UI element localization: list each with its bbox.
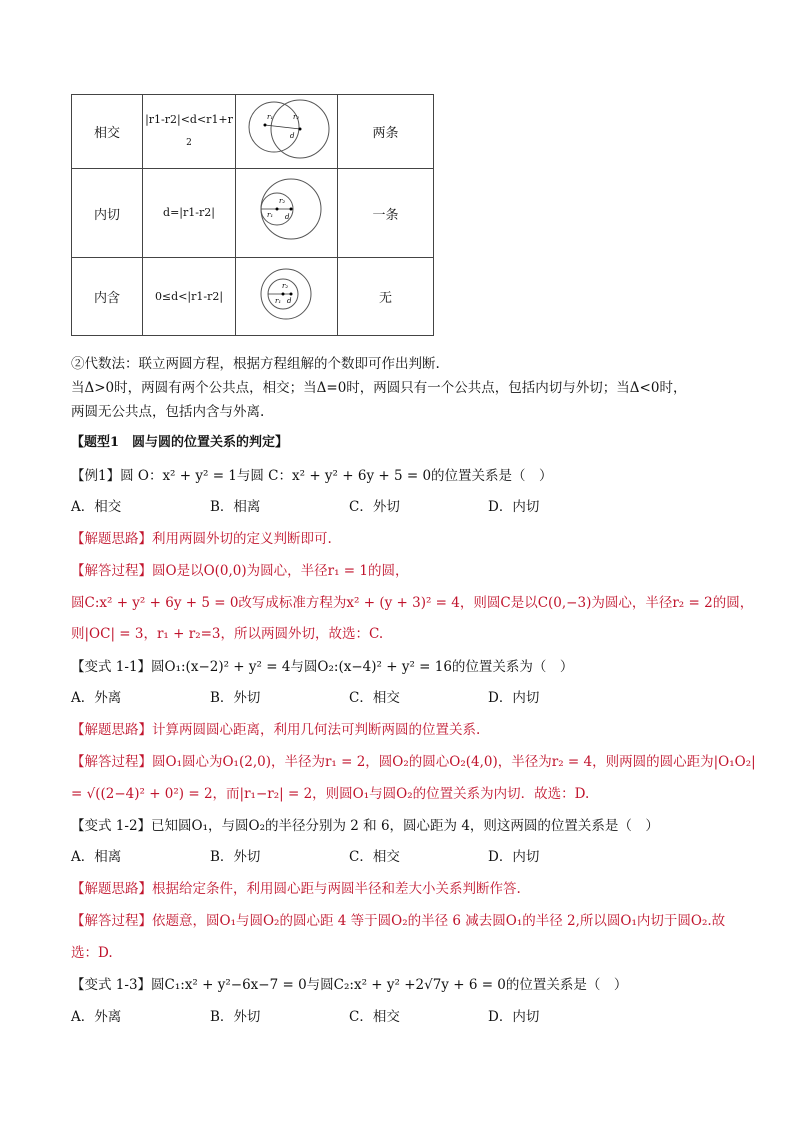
r2-label: r₂ <box>282 282 289 290</box>
option-a: A．相交 <box>71 499 122 515</box>
variant-1-1-options <box>71 686 627 706</box>
tangent-count-cell: 无 <box>338 258 434 336</box>
option-a: A．相离 <box>71 849 122 865</box>
diagram-cell <box>236 95 338 169</box>
r2-label: r₂ <box>279 197 286 205</box>
option-d: D．内切 <box>488 690 540 706</box>
option-c: C．相交 <box>349 1009 400 1025</box>
r2-label: r₂ <box>293 113 300 121</box>
variant-1-1-solution: 【解答过程】圆O₁圆心为O₁(2,0)，半径为r₁ = 2，圆O₂的圆心O₂(4,0)，半径为r₂ = 4，则两圆的圆心距为|O₁O₂| <box>71 754 756 770</box>
option-d: D．内切 <box>488 499 540 515</box>
option-a: A．外离 <box>71 690 122 706</box>
option-c: C．相交 <box>349 690 400 706</box>
variant-1-3-options <box>71 1005 627 1025</box>
option-d: D．内切 <box>488 849 540 865</box>
variant-1-2-solution: 【解答过程】依题意，圆O₁与圆O₂的圆心距 4 等于圆O₂的半径 6 减去圆O₁的半径 2,所以圆O₁内切于圆O₂.故 <box>71 913 726 929</box>
variant-1-1-solution-line2: = √((2−4)² + 0²) = 2，而|r₁−r₂| = 2，则圆O₁与圆O₂的位置关系为内切．故选：D. <box>71 786 590 802</box>
diagram-cell <box>236 258 338 336</box>
table-row <box>72 95 434 169</box>
option-d: D．内切 <box>488 1009 540 1025</box>
variant-1-1-idea: 【解题思路】计算两圆圆心距离，利用几何法可判断两圆的位置关系. <box>71 722 481 738</box>
condition-cell: 0≤d<|r1-r2| <box>143 258 236 336</box>
option-c: C．相交 <box>349 849 400 865</box>
variant-1-1-question: 【变式 1-1】圆O₁:(x−2)² + y² = 4与圆O₂:(x−4)² + y² = 16的位置关系为（ ） <box>71 659 574 675</box>
variant-1-2-idea: 【解题思路】根据给定条件，利用圆心距与两圆半径和差大小关系判断作答. <box>71 881 521 897</box>
section-heading: 【题型1 圆与圆的位置关系的判定】 <box>71 435 289 450</box>
contain-circles-diagram <box>237 258 336 331</box>
r1-label: r₁ <box>275 297 282 305</box>
example-1-solution: 【解答过程】圆O是以O(0,0)为圆心，半径r₁ = 1的圆， <box>71 563 409 579</box>
option-c: C．外切 <box>349 499 400 515</box>
tangent-count-cell: 一条 <box>338 169 434 258</box>
r1-label: r₁ <box>267 211 274 219</box>
variant-1-3-question: 【变式 1-3】圆C₁:x² + y²−6x−7 = 0与圆C₂:x² + y² +2√7y + 6 = 0的位置关系是（ ） <box>71 977 628 993</box>
r1-label: r₁ <box>267 113 274 121</box>
example-1-question: 【例1】圆 O：x² + y² = 1与圆 C：x² + y² + 6y + 5 = 0的位置关系是（ ） <box>71 468 553 484</box>
example-1-solution-line2: 圆C:x² + y² + 6y + 5 = 0改写成标准方程为x² + (y + 3)² = 4，则圆C是以C(0,−3)为圆心，半径r₂ = 2的圆， <box>71 595 754 611</box>
d-label: d <box>285 213 290 221</box>
variant-1-2-options <box>71 845 627 865</box>
internal-tangent-circles-diagram <box>237 169 336 253</box>
d-label: d <box>290 132 295 140</box>
option-a: A．外离 <box>71 1009 122 1025</box>
tangent-count-cell: 两条 <box>338 95 434 169</box>
option-b: B．外切 <box>210 1009 261 1025</box>
option-b: B．相离 <box>210 499 261 515</box>
example-1-idea: 【解题思路】利用两圆外切的定义判断即可. <box>71 531 332 547</box>
d-label: d <box>287 297 292 305</box>
option-b: B．外切 <box>210 849 261 865</box>
relation-cell: 内含 <box>72 258 143 336</box>
relation-cell: 内切 <box>72 169 143 258</box>
condition-cell: d=|r1-r2| <box>143 169 236 258</box>
relation-table <box>71 94 434 336</box>
variant-1-2-question: 【变式 1-2】已知圆O₁，与圆O₂的半径分别为 2 和 6，圆心距为 4，则这两圆的位置关系是（ ） <box>71 818 659 834</box>
discriminant-text: 当Δ>0时，两圆有两个公共点，相交；当Δ=0时，两圆只有一个公共点，包括内切与外切；当Δ<0时， <box>71 380 687 396</box>
table-row <box>72 169 434 258</box>
diagram-cell <box>236 169 338 258</box>
table-row <box>72 258 434 336</box>
example-1-options <box>71 495 627 515</box>
example-1-solution-line3: 则|OC| = 3，r₁ + r₂=3，所以两圆外切，故选：C. <box>71 626 384 642</box>
condition-cell: |r1-r2|<d<r1+r 2 <box>143 95 236 169</box>
intersect-circles-diagram <box>237 95 336 164</box>
relation-cell: 相交 <box>72 95 143 169</box>
algebraic-method-text: ②代数法：联立两圆方程，根据方程组解的个数即可作出判断. <box>71 356 440 372</box>
option-b: B．外切 <box>210 690 261 706</box>
discriminant-text-cont: 两圆无公共点，包括内含与外离. <box>71 404 265 420</box>
variant-1-2-solution-line2: 选：D. <box>71 945 113 961</box>
